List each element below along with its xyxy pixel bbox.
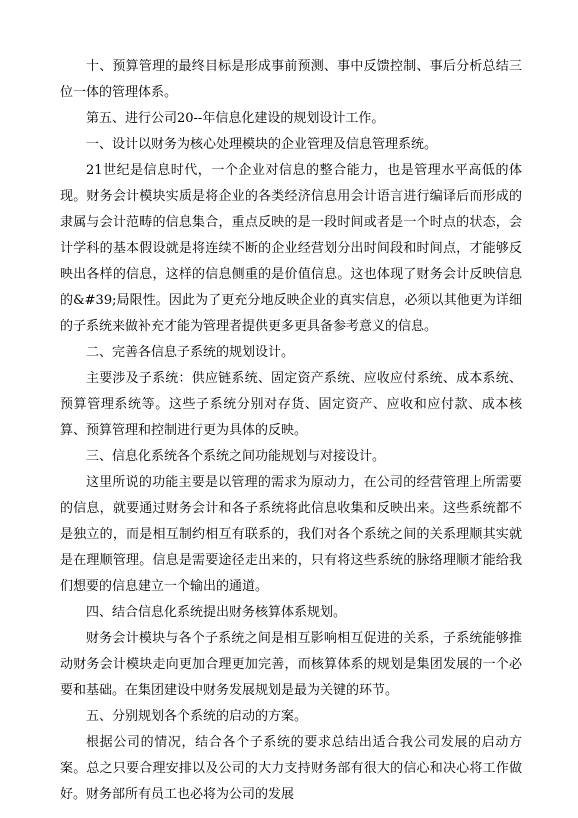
heading-section-four: 四、结合信息化系统提出财务核算体系规划。 (86, 605, 347, 620)
heading-section-two: 二、完善各信息子系统的规划设计。 (86, 345, 295, 360)
paragraph-accounting-system: 财务会计模块与各个子系统之间是相互影响相互促进的关系，子系统能够推动财务会计模块走向更加合理更加完善，而核算体系的规划是集团发展的一个必要和基础。在集团建设中财务发展规划是最为关键的环节。 (60, 631, 522, 698)
heading-section-three: 三、信息化系统各个系统之间功能规划与对接设计。 (86, 449, 386, 464)
heading-section-five: 五、分别规划各个系统的启动的方案。 (86, 709, 308, 724)
heading-section-one: 一、设计以财务为核心处理模块的企业管理及信息管理系统。 (86, 137, 438, 152)
paragraph-startup-plan: 根据公司的情况，结合各个子系统的要求总结出适合我公司发展的启动方案。总之只要合理安排以及公司的大力支持财务部有很大的信心和决心将工作做好。财务部所有员工也必将为公司的发展 (60, 735, 522, 802)
paragraph-information-era: 21世纪是信息时代，一个企业对信息的整合能力，也是管理水平高低的体现。财务会计模块实质是将企业的各类经济信息用会计语言进行编译后而形成的隶属与会计范畴的信息集合，重点反映的是一段时间或者是一个时点的状态，会计学科的基本假设就是将连续不断的企业经营划分出时间段和时间点，才能够反映出各样的信息，这样的信息侧重的是价值信息。这也体现了财务会计反映信息的&#39;局限性。因此为了更充分地反映企业的真实信息，必须以其他更为详细的子系统来做补充才能为管理者提供更多更具备参考意义的信息。 (60, 163, 522, 334)
paragraph-function-planning: 这里所说的功能主要是以管理的需求为原动力，在公司的经营管理上所需要的信息，就要通过财务会计和各子系统将此信息收集和反映出来。这些系统都不是独立的，而是相互制约相互有联系的，我们对各个系统之间的关系理顺其实就是在理顺管理。信息是需要途径走出来的，只有将这些系统的脉络理顺才能给我们想要的信息建立一个输出的通道。 (60, 475, 522, 594)
heading-fifth-informatization: 第五、进行公司20--年信息化建设的规划设计工作。 (86, 111, 385, 126)
paragraph-budget-goal: 十、预算管理的最终目标是形成事前预测、事中反馈控制、事后分析总结三位一体的管理体系。 (60, 59, 522, 100)
paragraph-subsystems: 主要涉及子系统：供应链系统、固定资产系统、应收应付系统、成本系统、预算管理系统等。这些子系统分别对存货、固定资产、应收和应付款、成本核算、预算管理和控制进行更为具体的反映。 (60, 371, 522, 438)
document-page (60, 54, 522, 808)
